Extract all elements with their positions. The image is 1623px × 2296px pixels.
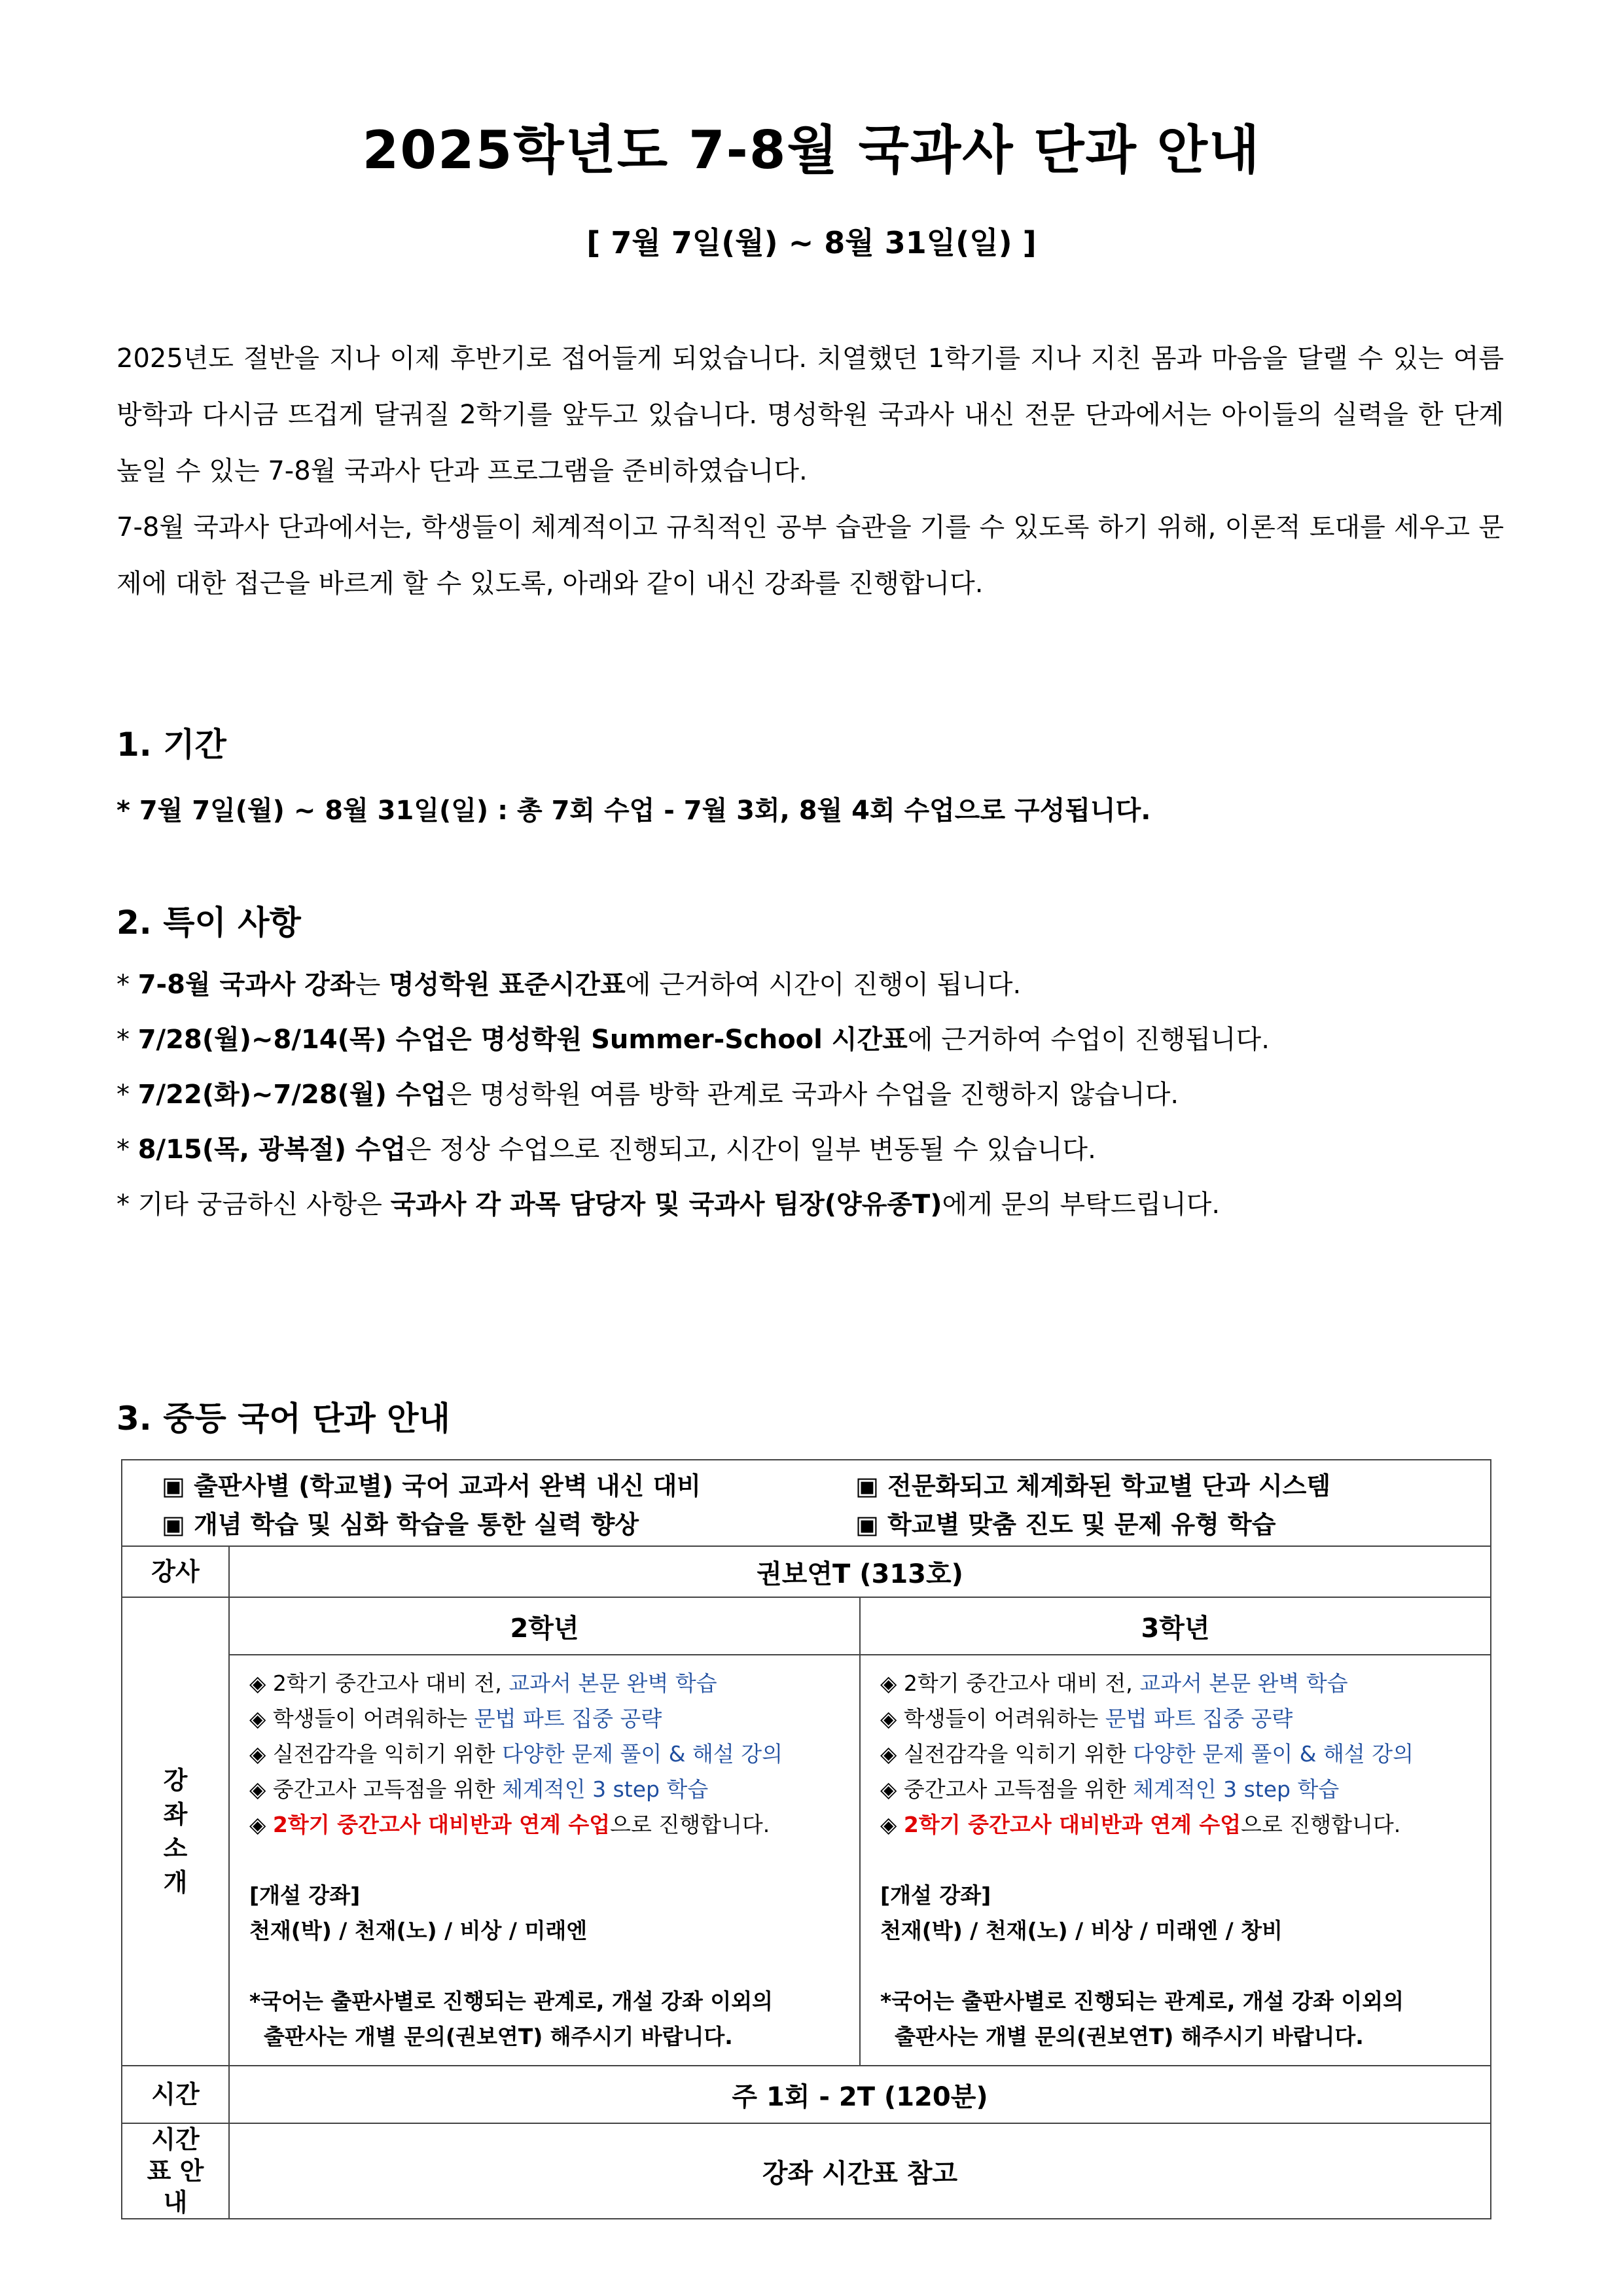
notice-text: 에 근거하여 시간이 진행이 됩니다. xyxy=(625,970,1022,1000)
course-intro-label-text: 강좌 소개 xyxy=(163,1766,188,1897)
notice-prefix: * 기타 궁금하신 사항은 xyxy=(116,1190,391,1220)
course-bullet xyxy=(249,1737,846,1772)
course-note-line-1: *국어는 출판사별로 진행되는 관계로, 개설 강좌 이외의 xyxy=(249,1988,774,2014)
intro-paragraph-2: 7-8월 국과사 단과에서는, 학생들이 체계적이고 규칙적인 공부 습관을 기를 수 있도록 하기 위해, 이론적 토대를 세우고 문제에 대한 접근을 바르게 할 수 있도록, 아래와 같이 내신 강좌를 진행합니다. xyxy=(116,512,1504,599)
grade-2-header: 2학년 xyxy=(229,1597,860,1655)
bullet-highlight: 문법 파트 집중 공략 xyxy=(474,1706,662,1731)
page-title: 2025학년도 7-8월 국과사 단과 안내 xyxy=(362,120,1261,181)
course-info-table xyxy=(121,1459,1491,2219)
course-bullet xyxy=(880,1666,1477,1701)
bullet-text: ◈ 중간고사 고득점을 위한 xyxy=(880,1776,1133,1802)
course-bullet xyxy=(249,1772,846,1807)
course-detail-row xyxy=(122,1655,1491,2066)
notice-item xyxy=(116,1129,1524,1166)
course-bullet xyxy=(249,1666,846,1701)
open-courses-label: [개설 강좌] xyxy=(249,1882,361,1908)
bullet-text: ◈ xyxy=(249,1812,273,1837)
bullet-highlight: 체계적인 3 step 학습 xyxy=(1133,1776,1340,1802)
schedule-label-text: 시간표 안내 xyxy=(147,2125,204,2217)
course-bullet xyxy=(880,1807,1477,1843)
notice-prefix: * xyxy=(116,970,138,1000)
grade-3-header: 3학년 xyxy=(860,1597,1491,1655)
notice-item xyxy=(116,964,1524,1001)
feature-item: ▣ 출판사별 (학교별) 국어 교과서 완벽 내신 대비 xyxy=(162,1472,701,1500)
features-cell xyxy=(122,1460,1491,1546)
course-note-line-1: *국어는 출판사별로 진행되는 관계로, 개설 강좌 이외의 xyxy=(880,1988,1404,2014)
bullet-text: ◈ 실전감각을 익히기 위한 xyxy=(880,1741,1133,1767)
feature-list xyxy=(122,1466,1490,1540)
intro-text xyxy=(116,330,1504,612)
bullet-text: ◈ 2학기 중간고사 대비 전, xyxy=(249,1670,509,1696)
time-value: 주 1회 - 2T (120분) xyxy=(229,2066,1491,2123)
notice-emphasis: 명성학원 표준시간표 xyxy=(389,970,626,1000)
bullet-text: ◈ 중간고사 고득점을 위한 xyxy=(249,1776,503,1802)
time-label: 시간 xyxy=(122,2066,229,2123)
course-note-line-2: 출판사는 개별 문의(권보연T) 해주시기 바랍니다. xyxy=(264,2024,733,2049)
notice-emphasis: 8/15(목, 광복절) 수업 xyxy=(137,1135,406,1165)
notice-text: 은 정상 수업으로 진행되고, 시간이 일부 변동될 수 있습니다. xyxy=(406,1135,1096,1165)
bullet-highlight: 교과서 본문 완벽 학습 xyxy=(1139,1670,1348,1696)
time-row xyxy=(122,2066,1491,2123)
notice-text: 은 명성학원 여름 방학 관계로 국과사 수업을 진행하지 않습니다. xyxy=(446,1080,1179,1110)
bullet-highlight: 교과서 본문 완벽 학습 xyxy=(508,1670,717,1696)
notice-item xyxy=(116,1074,1524,1111)
notice-emphasis: 국과사 각 과목 담당자 및 국과사 팀장(양유종T) xyxy=(390,1190,942,1220)
intro-paragraph-1: 2025년도 절반을 지나 이제 후반기로 접어들게 되었습니다. 치열했던 1학기를 지나 지친 몸과 마음을 달랠 수 있는 여름방학과 다시금 뜨겁게 달궈질 2학기를 앞두고 있습니다. 명성학원 국과사 내신 전문 단과에서는 아이들의 실력을 한 단계 높일 수 있는 7-8월 국과사 단과 프로그램을 준비하였습니다. xyxy=(116,344,1504,486)
notice-prefix: * xyxy=(116,1025,138,1055)
open-courses-list: 천재(박) / 천재(노) / 비상 / 미래엔 xyxy=(249,1918,588,1943)
notice-text: 에게 문의 부탁드립니다. xyxy=(942,1190,1221,1220)
bullet-highlight: 문법 파트 집중 공략 xyxy=(1105,1706,1293,1731)
period-subtitle: [ 7월 7일(월) ~ 8월 31일(일) ] xyxy=(586,225,1037,260)
course-bullet xyxy=(249,1701,846,1737)
notice-text: 는 xyxy=(355,970,389,1000)
bullet-highlight-red: 2학기 중간고사 대비반과 연계 수업 xyxy=(272,1812,611,1837)
course-intro-label xyxy=(122,1597,229,2066)
notice-text: 에 근거하여 수업이 진행됩니다. xyxy=(907,1025,1270,1055)
bullet-text: ◈ 학생들이 어려워하는 xyxy=(880,1706,1105,1731)
bullet-text: ◈ xyxy=(880,1812,904,1837)
open-courses-list: 천재(박) / 천재(노) / 비상 / 미래엔 / 창비 xyxy=(880,1918,1283,1943)
grade-2-course-detail xyxy=(229,1655,860,2066)
section-2-heading: 2. 특이 사항 xyxy=(116,904,301,942)
schedule-row xyxy=(122,2123,1491,2219)
schedule-label xyxy=(122,2123,229,2219)
course-bullet xyxy=(880,1701,1477,1737)
notice-emphasis: 7/28(월)~8/14(목) 수업은 명성학원 Summer-School 시간표 xyxy=(137,1025,908,1055)
notice-emphasis: 7-8월 국과사 강좌 xyxy=(137,970,355,1000)
schedule-value: 강좌 시간표 참고 xyxy=(229,2123,1491,2219)
notice-item xyxy=(116,1019,1524,1056)
bullet-highlight-red: 2학기 중간고사 대비반과 연계 수업 xyxy=(903,1812,1241,1837)
features-row xyxy=(122,1460,1491,1546)
bullet-text: ◈ 실전감각을 익히기 위한 xyxy=(249,1741,503,1767)
course-bullet xyxy=(249,1807,846,1843)
bullet-highlight: 다양한 문제 풀이 & 해설 강의 xyxy=(502,1741,783,1767)
instructor-name: 권보연T (313호) xyxy=(229,1546,1491,1597)
notice-emphasis: 7/22(화)~7/28(월) 수업 xyxy=(137,1080,447,1110)
grade-3-course-detail xyxy=(860,1655,1491,2066)
instructor-row xyxy=(122,1546,1491,1597)
notice-prefix: * xyxy=(116,1135,138,1165)
instructor-label: 강사 xyxy=(122,1546,229,1597)
grade-header-row xyxy=(122,1597,1491,1655)
feature-item: ▣ 전문화되고 체계화된 학교별 단과 시스템 xyxy=(855,1472,1331,1500)
bullet-text: 으로 진행합니다. xyxy=(610,1812,770,1837)
bullet-highlight: 체계적인 3 step 학습 xyxy=(502,1776,709,1802)
feature-item: ▣ 개념 학습 및 심화 학습을 통한 실력 향상 xyxy=(162,1510,639,1539)
bullet-highlight: 다양한 문제 풀이 & 해설 강의 xyxy=(1133,1741,1414,1767)
notice-prefix: * xyxy=(116,1080,138,1110)
course-note-line-2: 출판사는 개별 문의(권보연T) 해주시기 바랍니다. xyxy=(895,2024,1364,2049)
section-3-heading: 3. 중등 국어 단과 안내 xyxy=(116,1400,450,1438)
feature-item: ▣ 학교별 맞춤 진도 및 문제 유형 학습 xyxy=(855,1510,1276,1539)
period-detail: * 7월 7일(월) ~ 8월 31일(일) : 총 7회 수업 - 7월 3회, 8월 4회 수업으로 구성됩니다. xyxy=(116,796,1151,826)
bullet-text: 으로 진행합니다. xyxy=(1241,1812,1401,1837)
course-bullet xyxy=(880,1737,1477,1772)
open-courses-label: [개설 강좌] xyxy=(880,1882,991,1908)
bullet-text: ◈ 2학기 중간고사 대비 전, xyxy=(880,1670,1140,1696)
course-bullet xyxy=(880,1772,1477,1807)
bullet-text: ◈ 학생들이 어려워하는 xyxy=(249,1706,474,1731)
notice-item xyxy=(116,1184,1524,1221)
section-1-heading: 1. 기간 xyxy=(116,726,226,764)
